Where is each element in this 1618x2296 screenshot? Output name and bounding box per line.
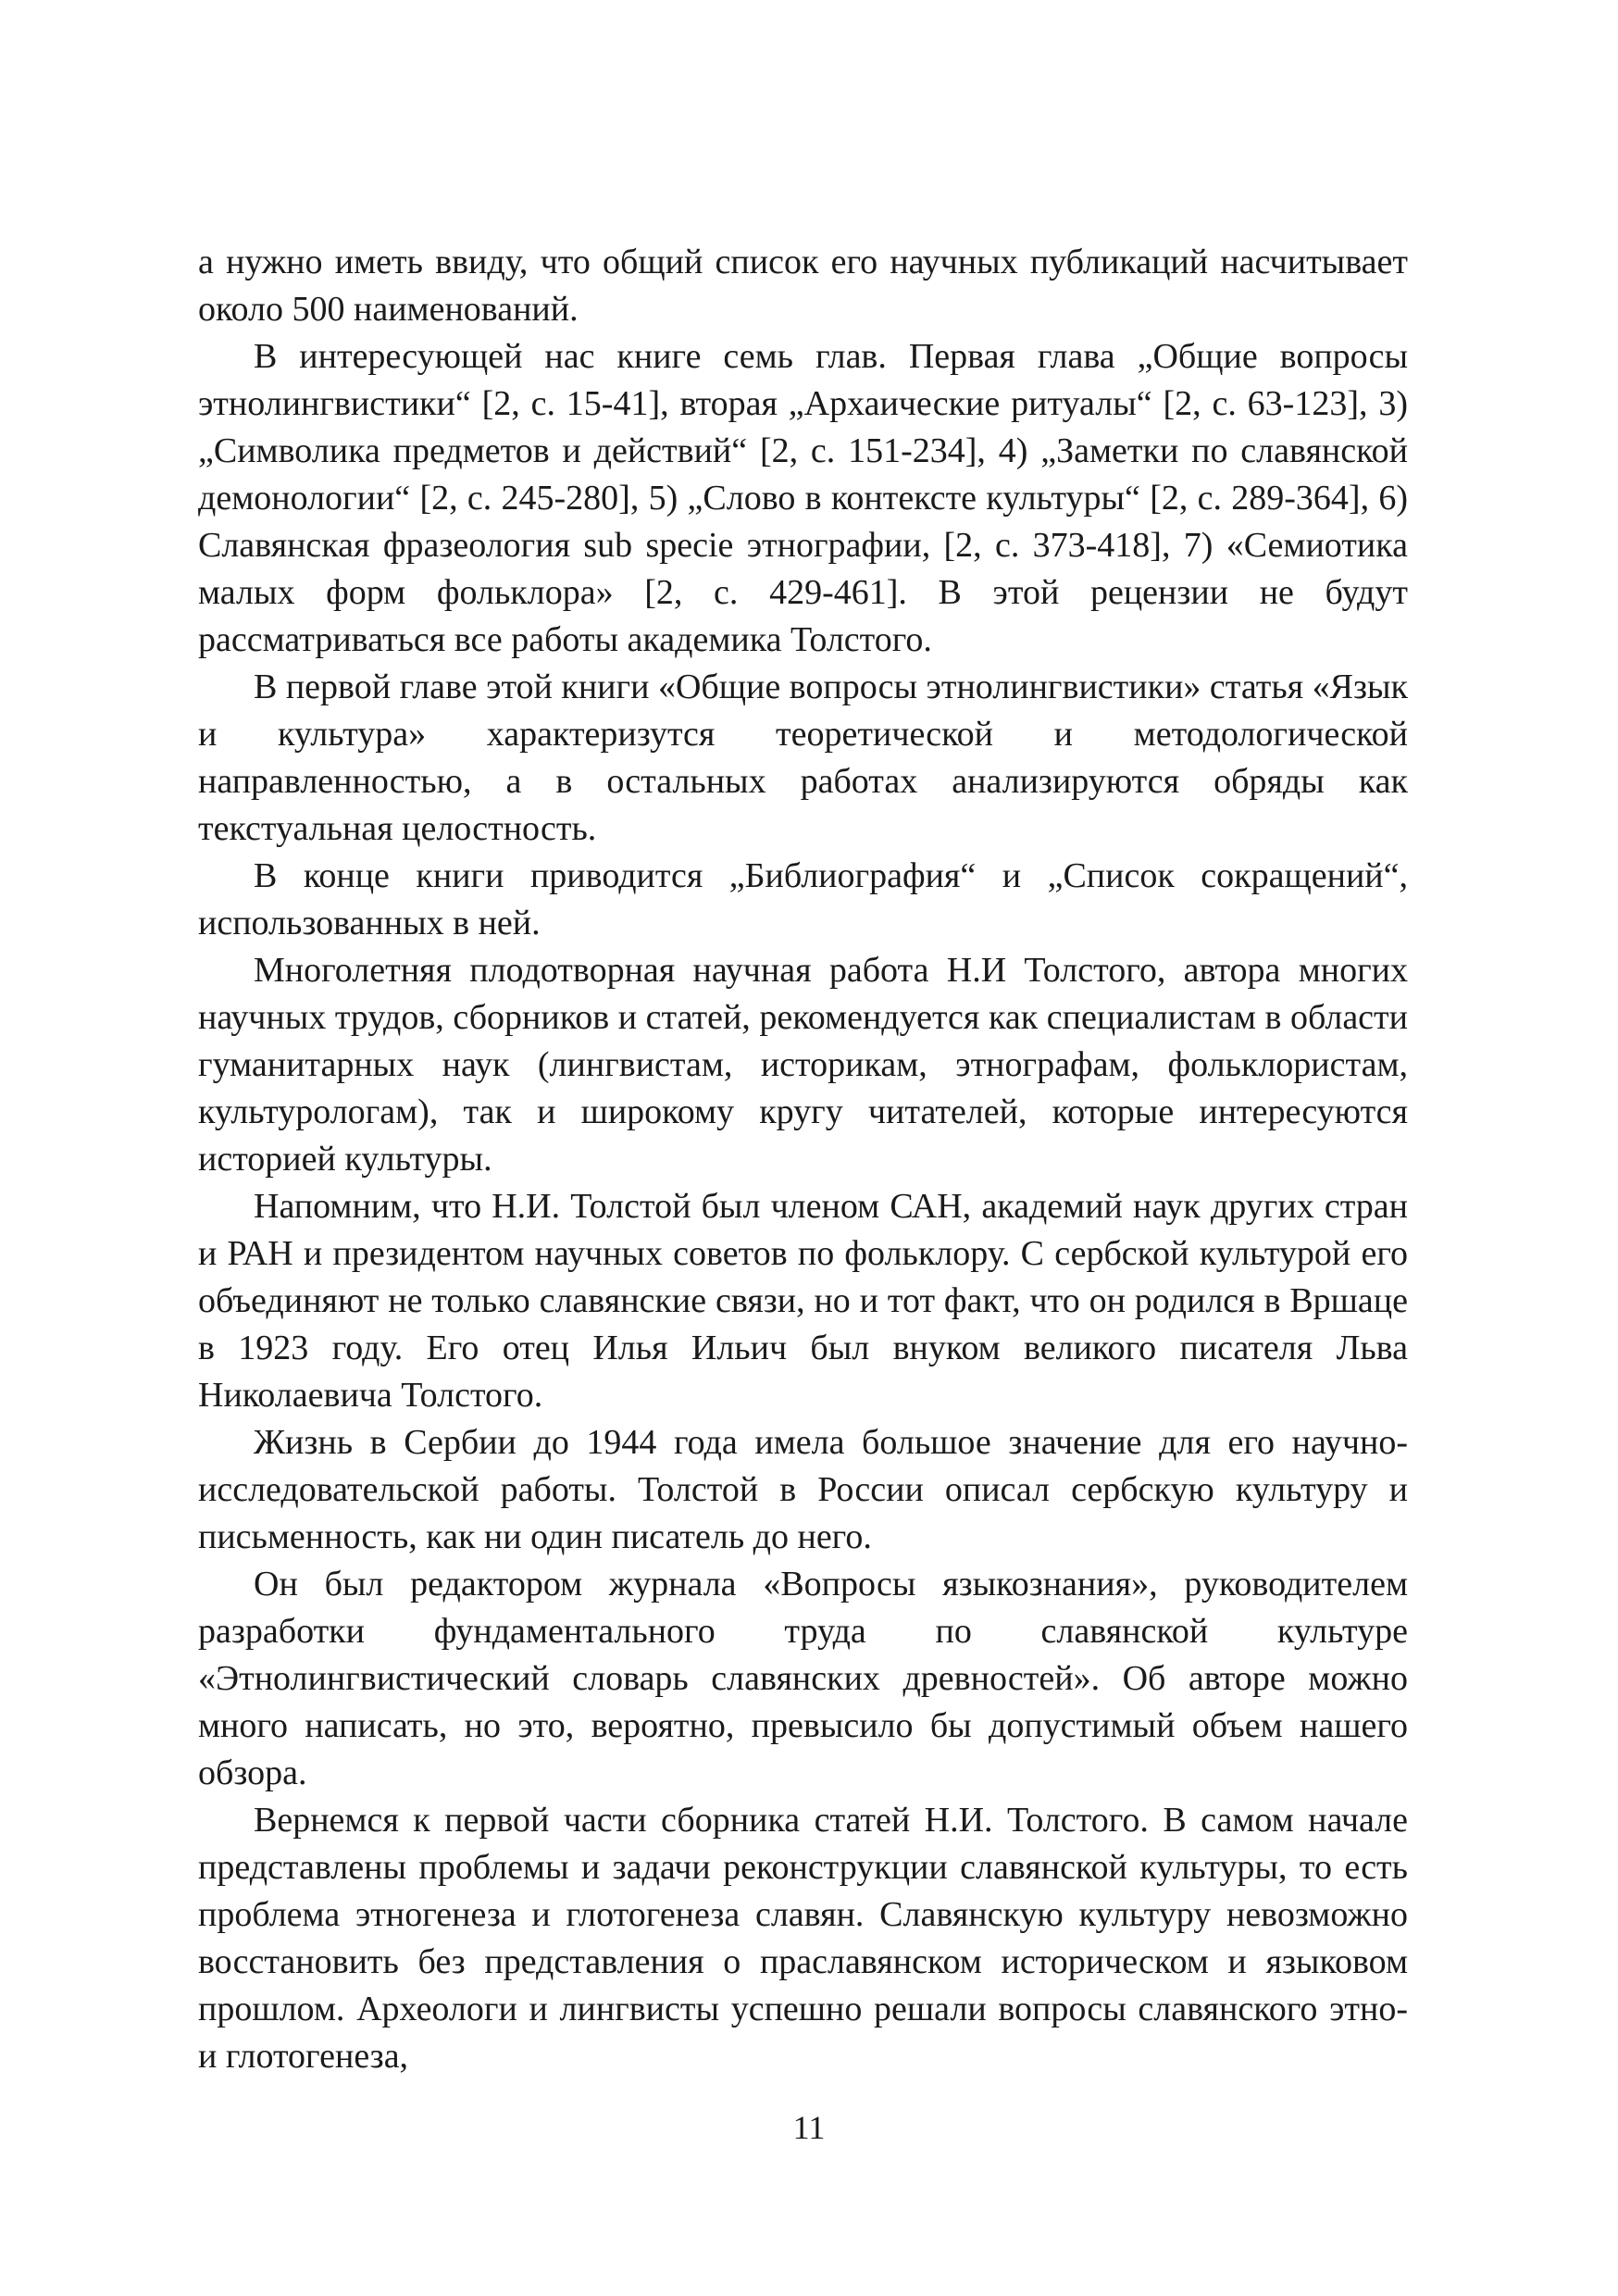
paragraph-biography: Напомним, что Н.И. Толстой был членом САН, академий наук других стран и РАН и президентом научных советов по фольклору. С сербской культурой его объединяют не только славянские связи, но и тот факт, что он родился в Вршаце в 1923 году. Его отец Илья Ильич был внуком великого писателя Льва Николаевича Толстого. [198,1187,1408,1415]
paragraph-book-chapters: В интересующей нас книге семь глав. Первая глава „Общие вопросы этнолингвистики“ [2, с. 15-41], вторая „Архаические ритуалы“ [2, с. 63-123], 3) „Символика предметов и действий“ [2, с. 151-234], 4) „Заметки по славянской демонологии“ [2, с. 245-280], 5) „Слово в контексте культуры“ [2, с. 289-364], 6) Славянская фразеология sub specie этнографии, [2, с. 373-418], 7) «Семиотика малых форм фольклора» [2, с. 429-461]. В этой рецензии не будут рассматриваться все работы академика Толстого. [198,337,1408,659]
paragraph-first-part: Вернемся к первой части сборника статей Н.И. Толстого. В самом начале представлены проблемы и задачи реконструкции славянской культуры, то есть проблема этногенеза и глотогенеза славян. Славянскую культуру невозможно восстановить без представления о праславянском историческом и языковом прошлом. Археологи и лингвисты успешно решали вопросы славянского этно- и глотогенеза, [198,1801,1408,2076]
paragraph-first-chapter: В первой главе этой книги «Общие вопросы этнолингвистики» статья «Язык и культура» характеризутся теоретической и методологической направленностью, а в остальных работах анализируются обряды как текстуальная целостность. [198,668,1408,848]
page-number: 11 [792,2109,826,2146]
paragraph-bibliography: В конце книги приводится „Библиография“ и „Список сокращений“, использованных в ней. [198,856,1408,942]
paragraph-continued: а нужно иметь ввиду, что общий список его научных публикаций насчитывает около 500 наименований. [198,243,1408,329]
paragraph-serbia: Жизнь в Сербии до 1944 года имела большое значение для его научно-исследовательской работы. Толстой в России описал сербскую культуру и письменность, как ни один писатель до него. [198,1423,1408,1556]
paragraph-recommendation: Многолетняя плодотворная научная работа Н.И Толстого, автора многих научных трудов, сборников и статей, рекомендуется как специалистам в области гуманитарных наук (лингвистам, историкам, этнографам, фольклористам, культурологам), так и широкому кругу читателей, которые интересуются историей культуры. [198,951,1408,1179]
paragraph-editor: Он был редактором журнала «Вопросы языкознания», руководителем разработки фундаментального труда по славянской культуре «Этнолингвистический словарь славянских древностей». Об авторе можно много написать, но это, вероятно, превысило бы допустимый объем нашего обзора. [198,1565,1408,1792]
body-text [198,239,1408,2080]
